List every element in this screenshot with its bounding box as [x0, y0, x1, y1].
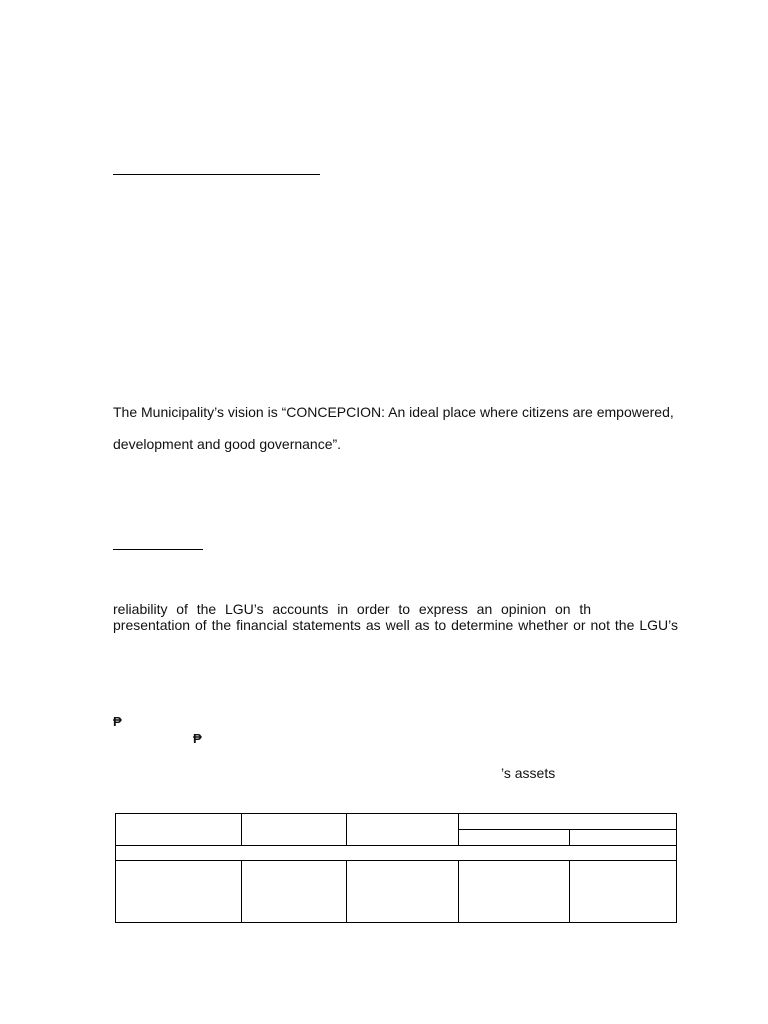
assets-fragment: ’s assets	[501, 765, 556, 781]
table-row-line	[115, 845, 677, 846]
table-col-divider	[241, 860, 242, 923]
audit-text-line-2: presentation of the financial statements as well as to determine whether or not the LGU’s	[113, 617, 678, 633]
audit-text-line-1: reliability of the LGU’s accounts in order to express an opinion on th	[113, 601, 591, 617]
table-col-divider	[458, 860, 459, 923]
table-col-divider	[569, 860, 570, 923]
peso-sign: ₱	[113, 714, 122, 729]
table-subheader-line	[458, 829, 677, 830]
summary-table	[115, 813, 677, 923]
peso-sign: ₱	[193, 731, 202, 746]
table-col-divider	[346, 860, 347, 923]
vision-text-line-2: development and good governance”.	[113, 436, 342, 452]
table-col-divider	[346, 813, 347, 845]
table-border-bottom	[115, 922, 677, 923]
subsection-heading-underline	[113, 549, 203, 550]
table-border-top	[115, 813, 677, 814]
table-border-left	[115, 813, 116, 923]
vision-text-line-1: The Municipality’s vision is “CONCEPCION: An ideal place where citizens are empowered,	[113, 404, 674, 420]
table-col-divider	[241, 813, 242, 845]
table-row-line	[115, 860, 677, 861]
section-heading-underline	[113, 174, 320, 175]
table-col-divider	[569, 829, 570, 845]
